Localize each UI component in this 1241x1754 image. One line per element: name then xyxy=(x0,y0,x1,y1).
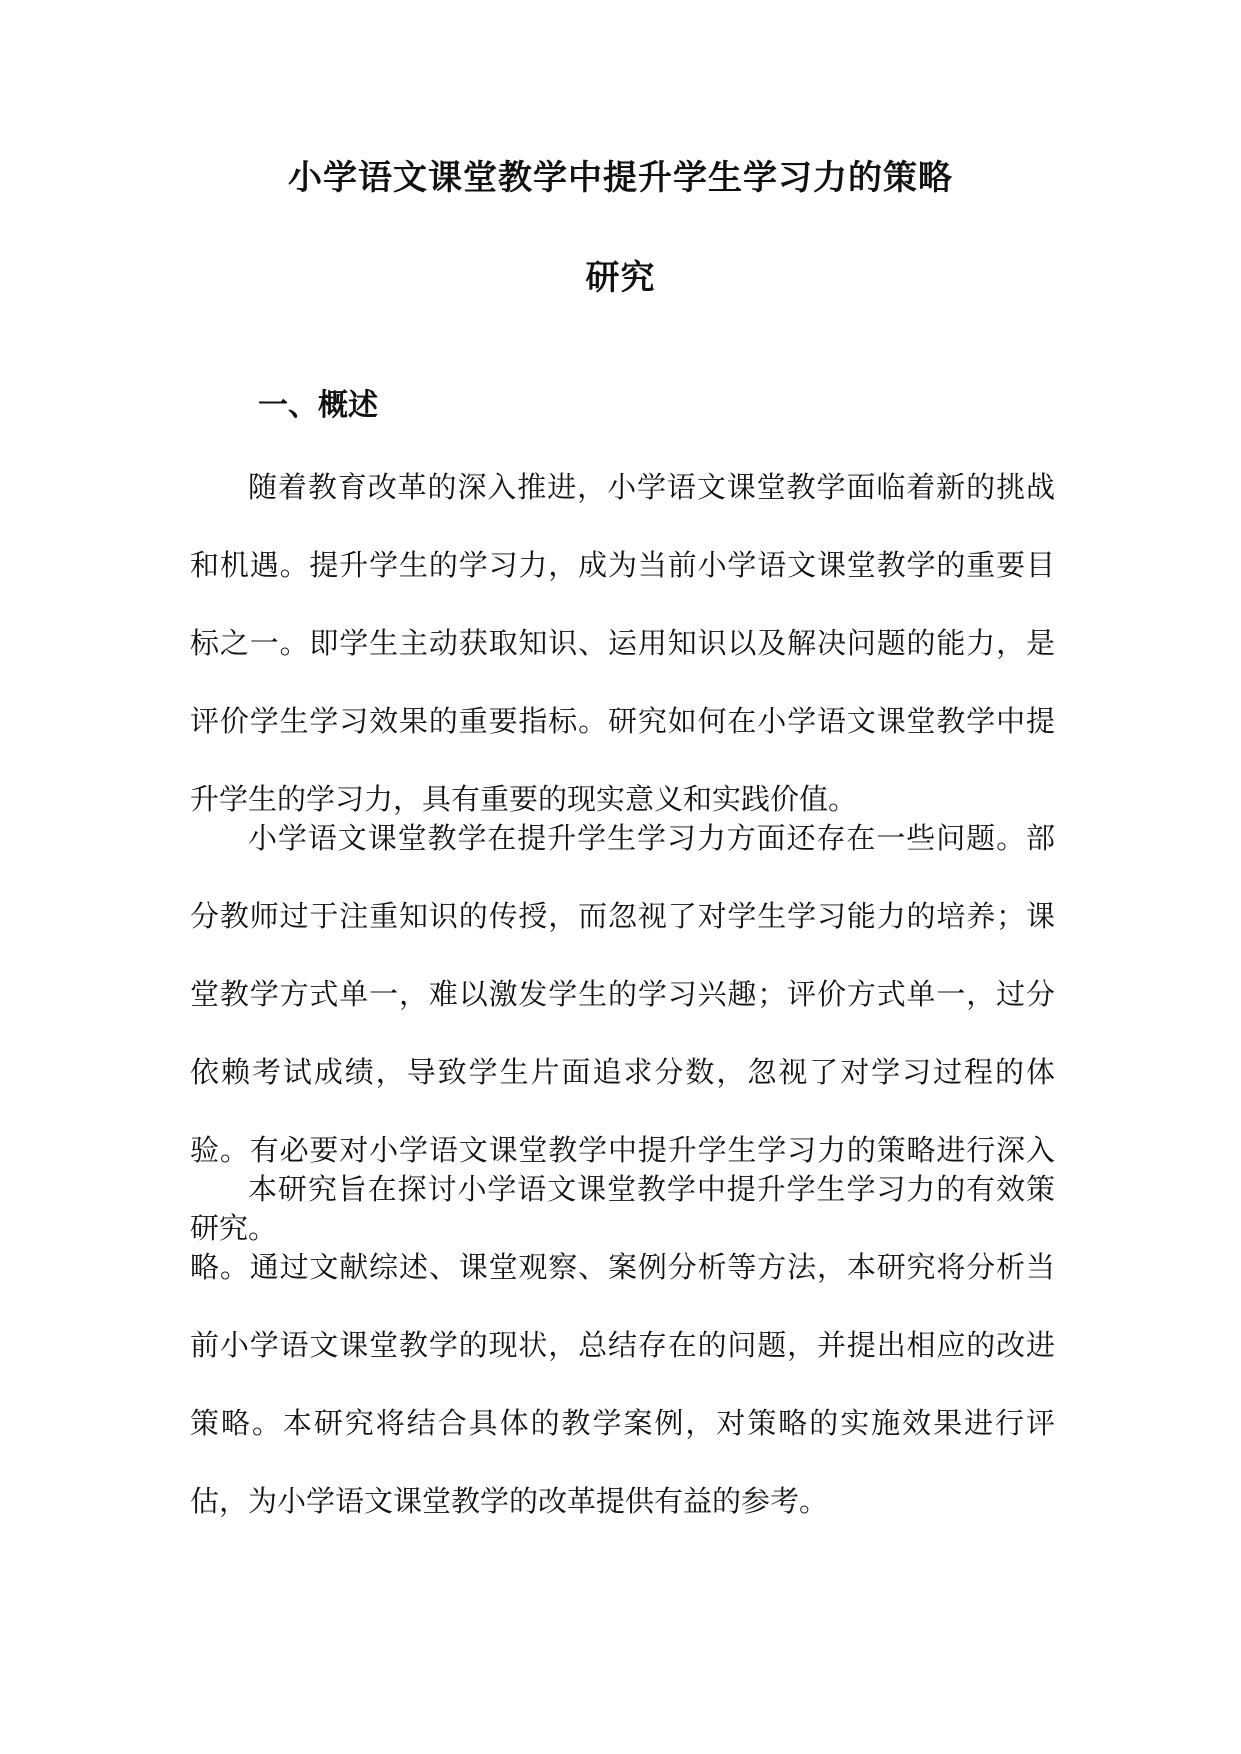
section-heading: 一、概述 xyxy=(258,388,378,423)
paragraph-3: 本研究旨在探讨小学语文课堂教学中提升学生学习力的有效策略。通过文献综述、课堂观察、案例分析等方法，本研究将分析当前小学语文课堂教学的现状，总结存在的问题，并提出相应的改进策略。本研究将结合具体的教学案例，对策略的实施效果进行评估，为小学语文课堂教学的改革提供有益的参考。 xyxy=(190,1172,1055,1518)
document-title-line-1: 小学语文课堂教学中提升学生学习力的策略 xyxy=(288,158,953,198)
paragraph-2: 小学语文课堂教学在提升学生学习力方面还存在一些问题。部分教师过于注重知识的传授，而忽视了对学生学习能力的培养；课堂教学方式单一，难以激发学生的学习兴趣；评价方式单一，过分依赖考试成绩，导致学生片面追求分数，忽视了对学习过程的体验。有必要对小学语文课堂教学中提升学生学习力的策略进行深入研究。 xyxy=(190,821,1055,1245)
document-title-line-2: 研究 xyxy=(585,258,656,298)
paragraph-1: 随着教育改革的深入推进，小学语文课堂教学面临着新的挑战和机遇。提升学生的学习力，成为当前小学语文课堂教学的重要目标之一。即学生主动获取知识、运用知识以及解决问题的能力，是评价学生学习效果的重要指标。研究如何在小学语文课堂教学中提升学生的学习力，具有重要的现实意义和实践价值。 xyxy=(190,470,1055,816)
